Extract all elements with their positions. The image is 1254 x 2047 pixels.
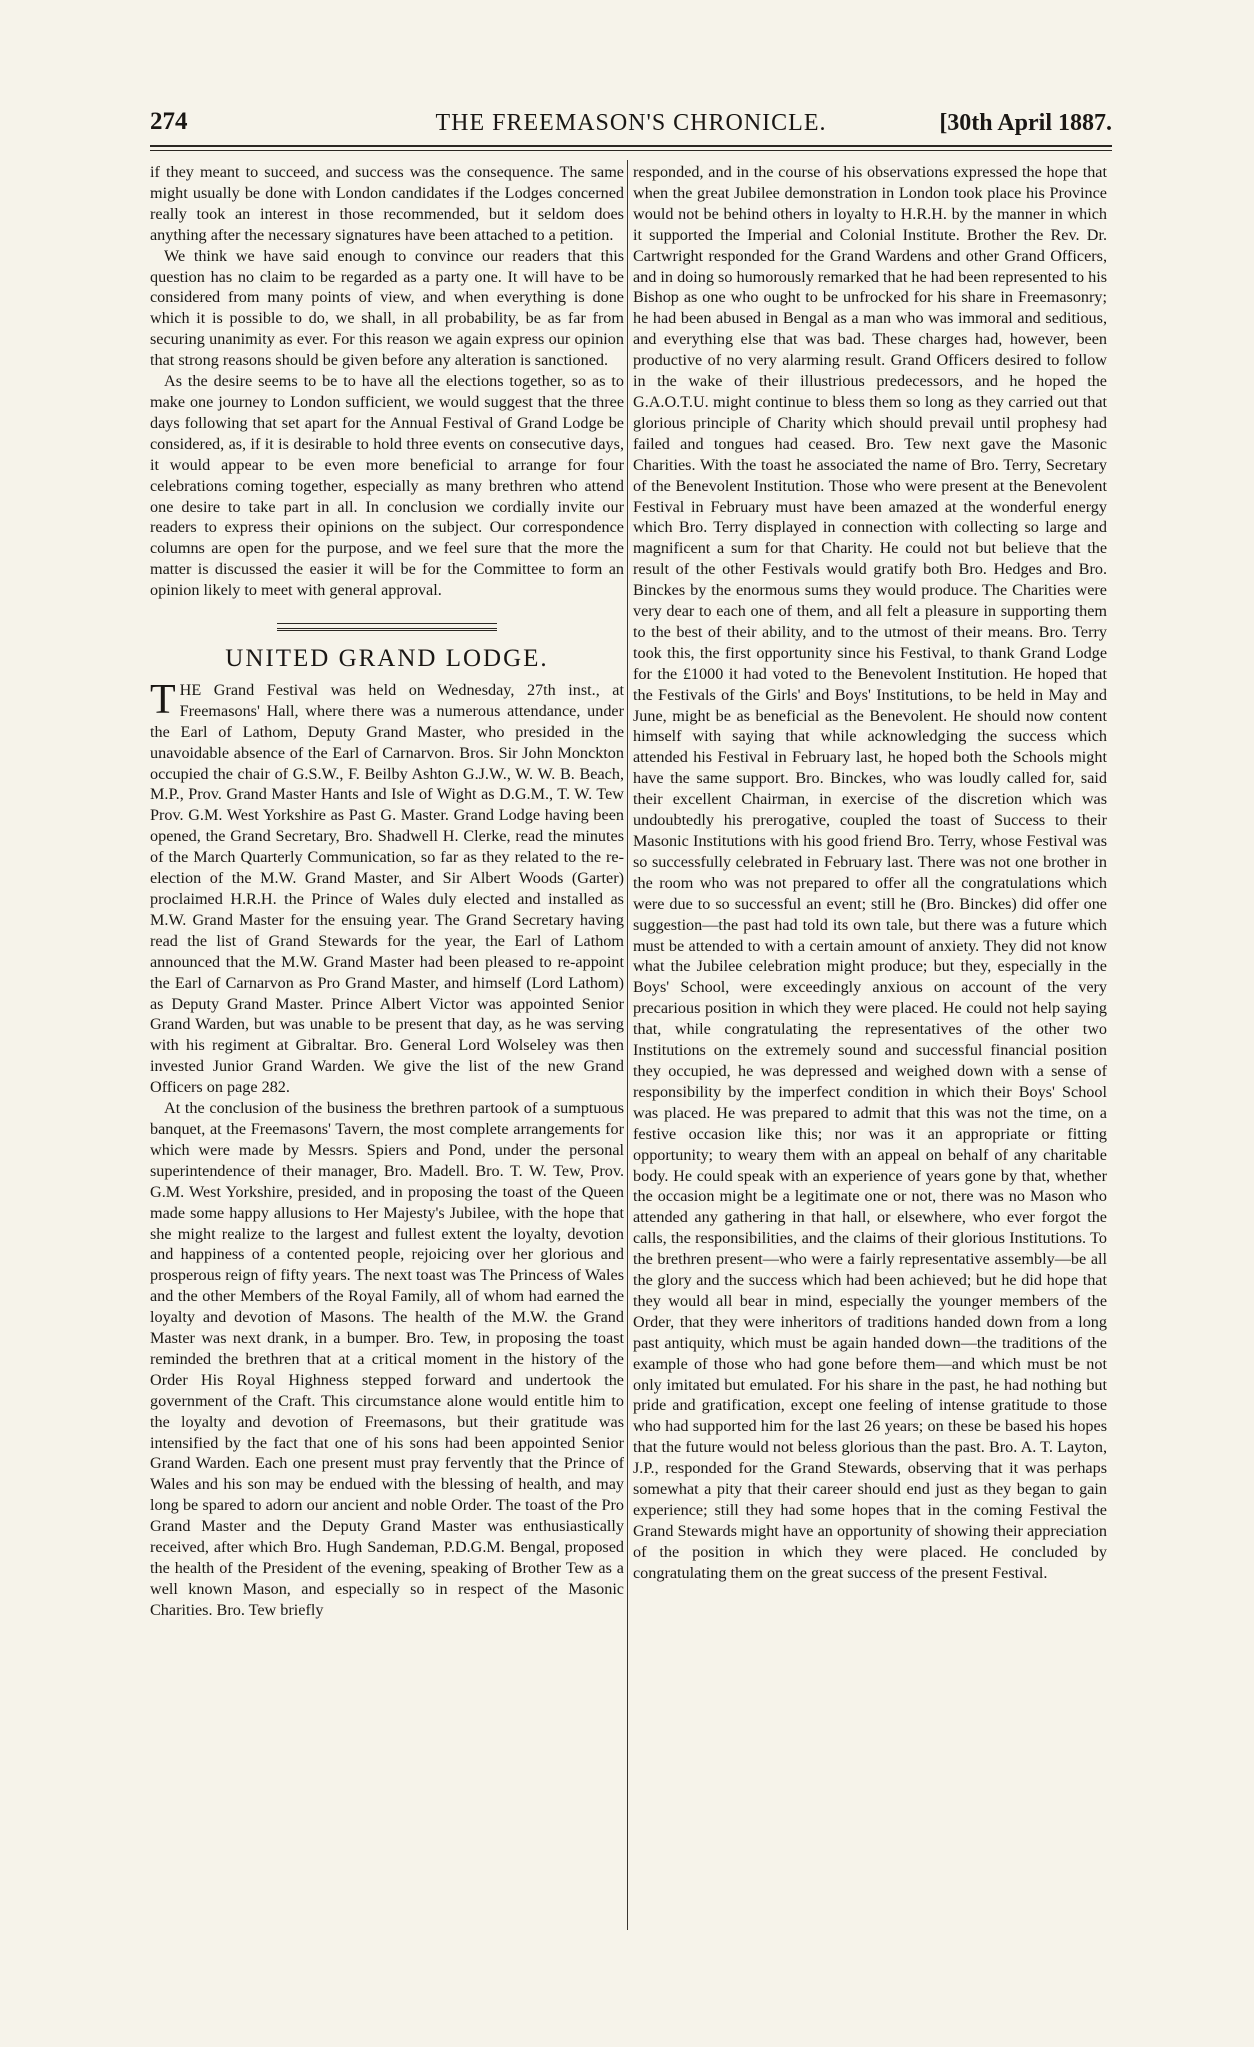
- issue-date: [30th April 1887.: [939, 110, 1112, 136]
- header-rule-thin: [150, 150, 1112, 151]
- section-divider-double: [277, 628, 497, 631]
- report-text: HE Grand Festival was held on Wednesday, 27th inst., at Freemasons' Hall, where there was a numerous attendance, under the Earl of Lathom, Deputy Grand Master, who presided in the unavoidable absence of the Earl of Carnarvon. Bros. Sir John Monckton occupied the chair of G.S.W., F. Beilby Ashton G.J.W., W. W. B. Beach, M.P., Prov. Grand Master Hants and Isle of Wight as D.G.M., T. W. Tew Prov. G.M. West Yorkshire as Past G. Master. Grand Lodge having been opened, the Grand Secretary, Bro. Shadwell H. Clerke, read the minutes of the March Quarterly Communication, so far as they related to the re-election of the M.W. Grand Master, and Sir Albert Woods (Garter) proclaimed H.R.H. the Prince of Wales duly elected and installed as M.W. Grand Master for the ensuing year. The Grand Secretary having read the list of Grand Stewards for the year, the Earl of Lathom announced that the M.W. Grand Master had been pleased to re-appoint the Earl of Carnarvon as Pro Grand Master, and himself (Lord Lathom) as Deputy Grand Master. Prince Albert Victor was appointed Senior Grand Warden, but was unable to be present that day, as he was serving with his regiment at Gibraltar. Bro. General Lord Wolseley was then invested Junior Grand Warden. We give the list of the new Grand Officers on page 282.: [150, 680, 624, 1097]
- masthead-title: THE FREEMASON'S CHRONICLE.: [435, 110, 827, 136]
- right-column: [633, 162, 1107, 1584]
- paragraph: if they meant to succeed, and success was the consequence. The same might usually be done with London candidates if the Lodges concerned really took an interest in those recommended, but it seldom does anything after the necessary signatures have been attached to a petition.: [150, 163, 624, 244]
- column-separator: [627, 160, 628, 1930]
- header-rule: [150, 145, 1112, 147]
- section-divider: [277, 623, 497, 624]
- drop-cap: T: [150, 676, 176, 723]
- paragraph: We think we have said enough to convince our readers that this question has no claim to be regarded as a party one. It will have to be considered from many points of view, and when everything is done which it is possible to do, we shall, in all probability, be as far from securing unanimity as ever. For this reason we again express our opinion that strong reasons should be given before any alteration is sanctioned.: [150, 246, 624, 370]
- paragraph: responded, and in the course of his observations expressed the hope that when the great Jubilee demonstration in London took place his Province would not be behind others in loyalty to H.R.H. by the manner in which it supported the Imperial and Colonial Institute. Brother the Rev. Dr. Cartwright responded for the Grand Wardens and other Grand Officers, and in doing so humorously remarked that he had been represented to his Bishop as one who ought to be unfrocked for his share in Freemasonry; he had been abused in Bengal as a man who was immoral and seditious, and everything else that was bad. These charges had, however, been productive of no very alarming result. Grand Officers desired to follow in the wake of their illustrious predecessors, and he hoped the G.A.O.T.U. might continue to bless them so long as they carried out that glorious principle of Charity which should prevail until prophesy had failed and tongues had ceased. Bro. Tew next gave the Masonic Charities. With the toast he associated the name of Bro. Terry, Secretary of the Benevolent Institution. Those who were present at the Benevolent Festival in February must have been amazed at the wonderful energy which Bro. Terry displayed in connection with collecting so large and magnificent a sum for that Charity. He could not but believe that the result of the other Festivals would gratify both Bro. Hedges and Bro. Binckes by the enormous sums they would produce. The Charities were very dear to each one of them, and all felt a pleasure in supporting them to the best of their ability, and to the utmost of their means. Bro. Terry took this, the first opportunity since his Festival, to thank Grand Lodge for the £1000 it had voted to the Benevolent Institution. He hoped that the Festivals of the Girls' and Boys' Institutions, to be held in May and June, might be as beneficial as the Benevolent. He should now content himself with saying that while acknowledging the success which attended his Festival in February last, he hoped both the Schools might have the same support. Bro. Binckes, who was loudly called for, said their excellent Chairman, in exercise of the discretion which was undoubtedly his prerogative, coupled the toast of Success to their Masonic Institutions with his good friend Bro. Terry, whose Festival was so successfully celebrated in February last. There was not one brother in the room who was not prepared to offer all the congratulations which were due to so successful an event; still he (Bro. Binckes) did offer one suggestion—the past had told its own tale, but there was a future which must be attended to with a certain amount of anxiety. They did not know what the Jubilee celebration might produce; but they, especially in the Boys' School, were exceedingly anxious on account of the very precarious position in which they were placed. He could not help saying that, while congratulating the representatives of the other two Institutions on the extremely sound and successful financial position they occupied, he was depressed and weighed down with a sense of responsibility by the imperfect condition in which their Boys' School was placed. He was prepared to admit that this was not the time, on a festive occasion like this; nor was it an appropriate or fitting opportunity; to weary them with an appeal on behalf of any charitable body. He could speak with an experience of years gone by that, whether the occasion might be a legitimate one or not, there was no Mason who attended any gathering in that hall, or elsewhere, who ever forgot the calls, the responsibilities, and the claims of their glorious Institutions. To the brethren present—who were a fairly representative assembly—be all the glory and the success which had been achieved; but he did hope that they would all bear in mind, especially the younger members of the Order, that they were inheritors of traditions handed down from a long past antiquity, which must be again handed down—the traditions of the example of those who had gone before them—and which must be not only imitated but emulated. For his share in the past, he had nothing but pride and gratification, except one feeling of intense gratitude to those who had supported him for the last 26 years; on these be based his hopes that the future would not beless glorious than the past. Bro. A. T. Layton, J.P., responded for the Grand Stewards, observing that it was perhaps somewhat a pity that their career should end just as they began to gain experience; still they had some hopes that in the coming Festival the Grand Stewards might have an opportunity of showing their appreciation of the position in which they were placed. He concluded by congratulating them on the great success of the present Festival.: [633, 163, 1107, 1582]
- page-header: [150, 108, 1112, 148]
- report-paragraph: [150, 676, 624, 1098]
- paragraph: At the conclusion of the business the brethren partook of a sumptuous banquet, at the Freemasons' Tavern, the most complete arrangements for which were made by Messrs. Spiers and Pond, under the personal superintendence of their manager, Bro. Madell. Bro. T. W. Tew, Prov. G.M. West Yorkshire, presided, and in proposing the toast of the Queen made some happy allusions to Her Majesty's Jubilee, with the hope that she might realize to the largest and fullest extent the loyalty, devotion and happiness of a contented people, rejoicing over her glorious and prosperous reign of fifty years. The next toast was The Princess of Wales and the other Members of the Royal Family, all of whom had earned the loyalty and devotion of Masons. The health of the M.W. the Grand Master was next drank, in a bumper. Bro. Tew, in proposing the toast reminded the brethren that at a critical moment in the history of the Order His Royal Highness stepped forward and undertook the government of the Craft. This circumstance alone would entitle him to the loyalty and devotion of Freemasons, but their gratitude was intensified by the fact that one of his sons had been appointed Senior Grand Warden. Each one present must pray fervently that the Prince of Wales and his son may be endued with the blessing of health, and may long be spared to adorn our ancient and noble Order. The toast of the Pro Grand Master and the Deputy Grand Master was enthusiastically received, after which Bro. Hugh Sandeman, P.D.G.M. Bengal, proposed the health of the President of the evening, speaking of Brother Tew as a well known Mason, and especially so in respect of the Masonic Charities. Bro. Tew briefly: [150, 1099, 624, 1619]
- left-column: [150, 162, 624, 1621]
- paragraph: As the desire seems to be to have all the elections together, so as to make one journey to London sufficient, we would suggest that the three days following that set apart for the Annual Festival of Grand Lodge be considered, as, if it is desirable to hold three events on consecutive days, it would appear to be even more beneficial to arrange for four celebrations coming together, especially as many brethren who attend one desire to take part in all. In conclusion we cordially invite our readers to express their opinions on the subject. Our correspondence columns are open for the purpose, and we feel sure that the more the matter is discussed the easier it will be for the Committee to form an opinion likely to meet with general approval.: [150, 372, 624, 600]
- section-title: UNITED GRAND LODGE.: [225, 645, 549, 673]
- page-number: 274: [150, 108, 188, 135]
